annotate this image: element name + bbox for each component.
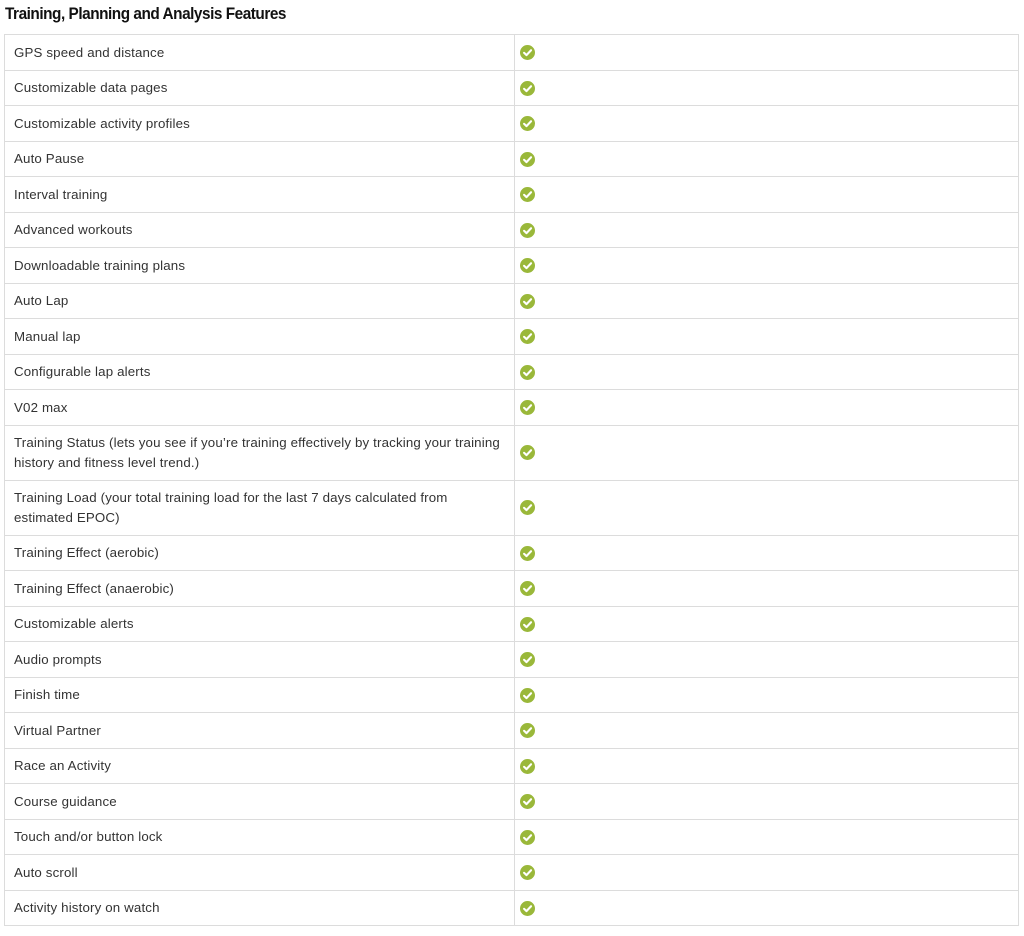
feature-name-cell: Touch and/or button lock	[5, 819, 515, 855]
feature-value-cell	[514, 141, 1019, 177]
feature-name-cell: V02 max	[5, 390, 515, 426]
feature-value-cell	[514, 177, 1019, 213]
feature-value-cell	[514, 106, 1019, 142]
feature-value-cell	[514, 642, 1019, 678]
check-circle-icon	[520, 223, 535, 238]
check-circle-icon	[520, 581, 535, 596]
feature-row	[5, 212, 1019, 248]
feature-value-cell	[514, 283, 1019, 319]
feature-value-cell	[514, 784, 1019, 820]
feature-value-cell	[514, 819, 1019, 855]
check-circle-icon	[520, 400, 535, 415]
check-circle-icon	[520, 759, 535, 774]
feature-row	[5, 106, 1019, 142]
feature-value-cell	[514, 890, 1019, 926]
feature-name-cell: Customizable alerts	[5, 606, 515, 642]
feature-value-cell	[514, 677, 1019, 713]
feature-name-cell: Finish time	[5, 677, 515, 713]
feature-name-cell: Training Load (your total training load for the last 7 days calculated from estimated EPOC)	[5, 480, 515, 535]
feature-name-cell: Downloadable training plans	[5, 248, 515, 284]
feature-value-cell	[514, 212, 1019, 248]
check-circle-icon	[520, 81, 535, 96]
features-table	[4, 34, 1019, 926]
feature-row	[5, 283, 1019, 319]
check-circle-icon	[520, 152, 535, 167]
feature-row	[5, 784, 1019, 820]
feature-row	[5, 819, 1019, 855]
check-circle-icon	[520, 652, 535, 667]
feature-row	[5, 480, 1019, 535]
feature-value-cell	[514, 748, 1019, 784]
feature-value-cell	[514, 571, 1019, 607]
feature-name-cell: Advanced workouts	[5, 212, 515, 248]
check-circle-icon	[520, 546, 535, 561]
feature-row	[5, 677, 1019, 713]
feature-row	[5, 713, 1019, 749]
feature-value-cell	[514, 70, 1019, 106]
feature-name-cell: Manual lap	[5, 319, 515, 355]
features-table-body	[5, 35, 1019, 926]
check-circle-icon	[520, 116, 535, 131]
feature-name-cell: Customizable data pages	[5, 70, 515, 106]
section-title: Training, Planning and Analysis Features	[5, 5, 286, 23]
feature-row	[5, 606, 1019, 642]
check-circle-icon	[520, 45, 535, 60]
feature-name-cell: Race an Activity	[5, 748, 515, 784]
check-circle-icon	[520, 865, 535, 880]
feature-value-cell	[514, 480, 1019, 535]
feature-value-cell	[514, 248, 1019, 284]
feature-row	[5, 177, 1019, 213]
feature-name-cell: Auto scroll	[5, 855, 515, 891]
feature-name-cell: Training Effect (aerobic)	[5, 535, 515, 571]
check-circle-icon	[520, 445, 535, 460]
check-circle-icon	[520, 500, 535, 515]
feature-value-cell	[514, 35, 1019, 71]
feature-value-cell	[514, 855, 1019, 891]
feature-name-cell: Configurable lap alerts	[5, 354, 515, 390]
feature-value-cell	[514, 354, 1019, 390]
feature-name-cell: Audio prompts	[5, 642, 515, 678]
check-circle-icon	[520, 365, 535, 380]
check-circle-icon	[520, 723, 535, 738]
feature-row	[5, 141, 1019, 177]
feature-name-cell: Course guidance	[5, 784, 515, 820]
feature-row	[5, 354, 1019, 390]
feature-name-cell: Auto Pause	[5, 141, 515, 177]
check-circle-icon	[520, 617, 535, 632]
feature-row	[5, 70, 1019, 106]
feature-name-cell: Interval training	[5, 177, 515, 213]
feature-row	[5, 748, 1019, 784]
feature-name-cell: Customizable activity profiles	[5, 106, 515, 142]
feature-value-cell	[514, 713, 1019, 749]
check-circle-icon	[520, 187, 535, 202]
check-circle-icon	[520, 294, 535, 309]
check-circle-icon	[520, 688, 535, 703]
check-circle-icon	[520, 329, 535, 344]
check-circle-icon	[520, 258, 535, 273]
feature-name-cell: Virtual Partner	[5, 713, 515, 749]
feature-value-cell	[514, 606, 1019, 642]
feature-name-cell: Training Status (lets you see if you’re training effectively by tracking your training history and fitness level trend.)	[5, 425, 515, 480]
feature-name-cell: Activity history on watch	[5, 890, 515, 926]
feature-row	[5, 390, 1019, 426]
feature-row	[5, 319, 1019, 355]
check-circle-icon	[520, 901, 535, 916]
feature-row	[5, 642, 1019, 678]
feature-row	[5, 35, 1019, 71]
check-circle-icon	[520, 794, 535, 809]
feature-row	[5, 890, 1019, 926]
feature-row	[5, 571, 1019, 607]
feature-row	[5, 425, 1019, 480]
feature-name-cell: Auto Lap	[5, 283, 515, 319]
feature-name-cell: Training Effect (anaerobic)	[5, 571, 515, 607]
feature-value-cell	[514, 390, 1019, 426]
feature-value-cell	[514, 535, 1019, 571]
feature-row	[5, 855, 1019, 891]
feature-row	[5, 535, 1019, 571]
feature-name-cell: GPS speed and distance	[5, 35, 515, 71]
feature-value-cell	[514, 319, 1019, 355]
feature-row	[5, 248, 1019, 284]
feature-value-cell	[514, 425, 1019, 480]
check-circle-icon	[520, 830, 535, 845]
